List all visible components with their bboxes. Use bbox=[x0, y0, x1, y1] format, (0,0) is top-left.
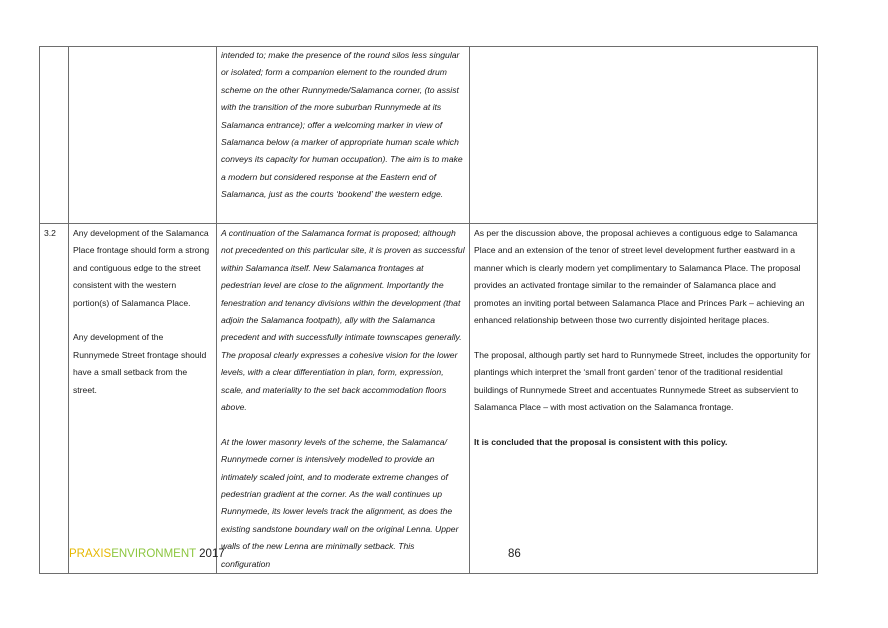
policy-assessment-table bbox=[39, 46, 818, 574]
assessment-text: The proposal, although partly set hard to Runnymede Street, includes the opportunity for plantings which interpret the ‘small front garden’ tenor of the traditional residential buildings of Runnymede Street and accentuates Runnymede Street as subservient to Salamanca Place – with most activation on the Salamanca frontage. bbox=[474, 349, 811, 413]
assessment-conclusion: It is concluded that the proposal is consistent with this policy. bbox=[474, 436, 728, 447]
response-text: intended to; make the presence of the round silos less singular or isolated; form a companion element to the rounded drum scheme on the other Runnymede/Salamanca corner, (to assist with the transition of the more suburban Runnymede at its Salamanca entrance); offer a welcoming marker in view of Salamanca below (a marker of appropriate human scale which conveys its capacity for human occupation). The aim is to make a modern but considered response at the Eastern end of Salamanca, just as the courts ‘bookend’ the western edge. bbox=[221, 50, 463, 200]
policy-text: Any development of the Salamanca Place frontage should form a strong and contiguous edge to the street consistent with the western portion(s) of Salamanca Place. bbox=[73, 228, 210, 308]
policy-cell bbox=[69, 224, 217, 574]
policy-cell bbox=[69, 47, 217, 224]
table-row bbox=[40, 224, 818, 574]
brand-year: 2017 bbox=[195, 548, 225, 560]
assessment-text: As per the discussion above, the proposal achieves a contiguous edge to Salamanca Place and an extension of the tenor of street level development further eastward in a manner which is clearly modern yet complimentary to Salamanca Place. The proposal provides an activated frontage similar to the remainder of Salamanca place and promotes an inviting portal between Salamanca Place and Princes Park – achieving an enhanced relationship between those two currently disjointed heritage places. bbox=[474, 228, 805, 326]
page-number: 86 bbox=[508, 548, 521, 560]
row-number-cell bbox=[40, 47, 69, 224]
row-number-cell bbox=[40, 224, 69, 574]
table-row bbox=[40, 47, 818, 224]
response-cell bbox=[217, 47, 470, 224]
brand-praxis: PRAXIS bbox=[69, 548, 112, 560]
brand-environment: ENVIRONMENT bbox=[111, 548, 196, 560]
response-cell bbox=[217, 224, 470, 574]
footer-brand bbox=[69, 548, 225, 560]
assessment-cell bbox=[470, 47, 818, 224]
row-number: 3.2 bbox=[44, 228, 56, 238]
response-text: At the lower masonry levels of the scheme, the Salamanca/ Runnymede corner is intensively modelled to provide an intimately scaled joint, and to moderate extreme changes of pedestrian gradient at the corner. As the wall continues up Runnymede, its lower levels track the alignment, as does the existing sandstone boundary wall on the original Lenna. Upper walls of the new Lenna are minimally setback. This configuration bbox=[221, 436, 459, 569]
response-text: A continuation of the Salamanca format is proposed; although not precedented on this particular site, it is proven as successful within Salamanca itself. New Salamanca frontages at pedestrian level are close to the alignment. Importantly the fenestration and tenancy divisions within the development (that adjoin the Salamanca footpath), ally with the Salamanca precedent and with successfully intimate townscapes generally. The proposal clearly expresses a cohesive vision for the lower levels, with a clear differentiation in plan, form, expression, scale, and materiality to the set back accommodation floors above. bbox=[221, 228, 465, 413]
policy-text: Any development of the Runnymede Street frontage should have a small setback from the street. bbox=[73, 332, 207, 395]
assessment-cell bbox=[470, 224, 818, 574]
